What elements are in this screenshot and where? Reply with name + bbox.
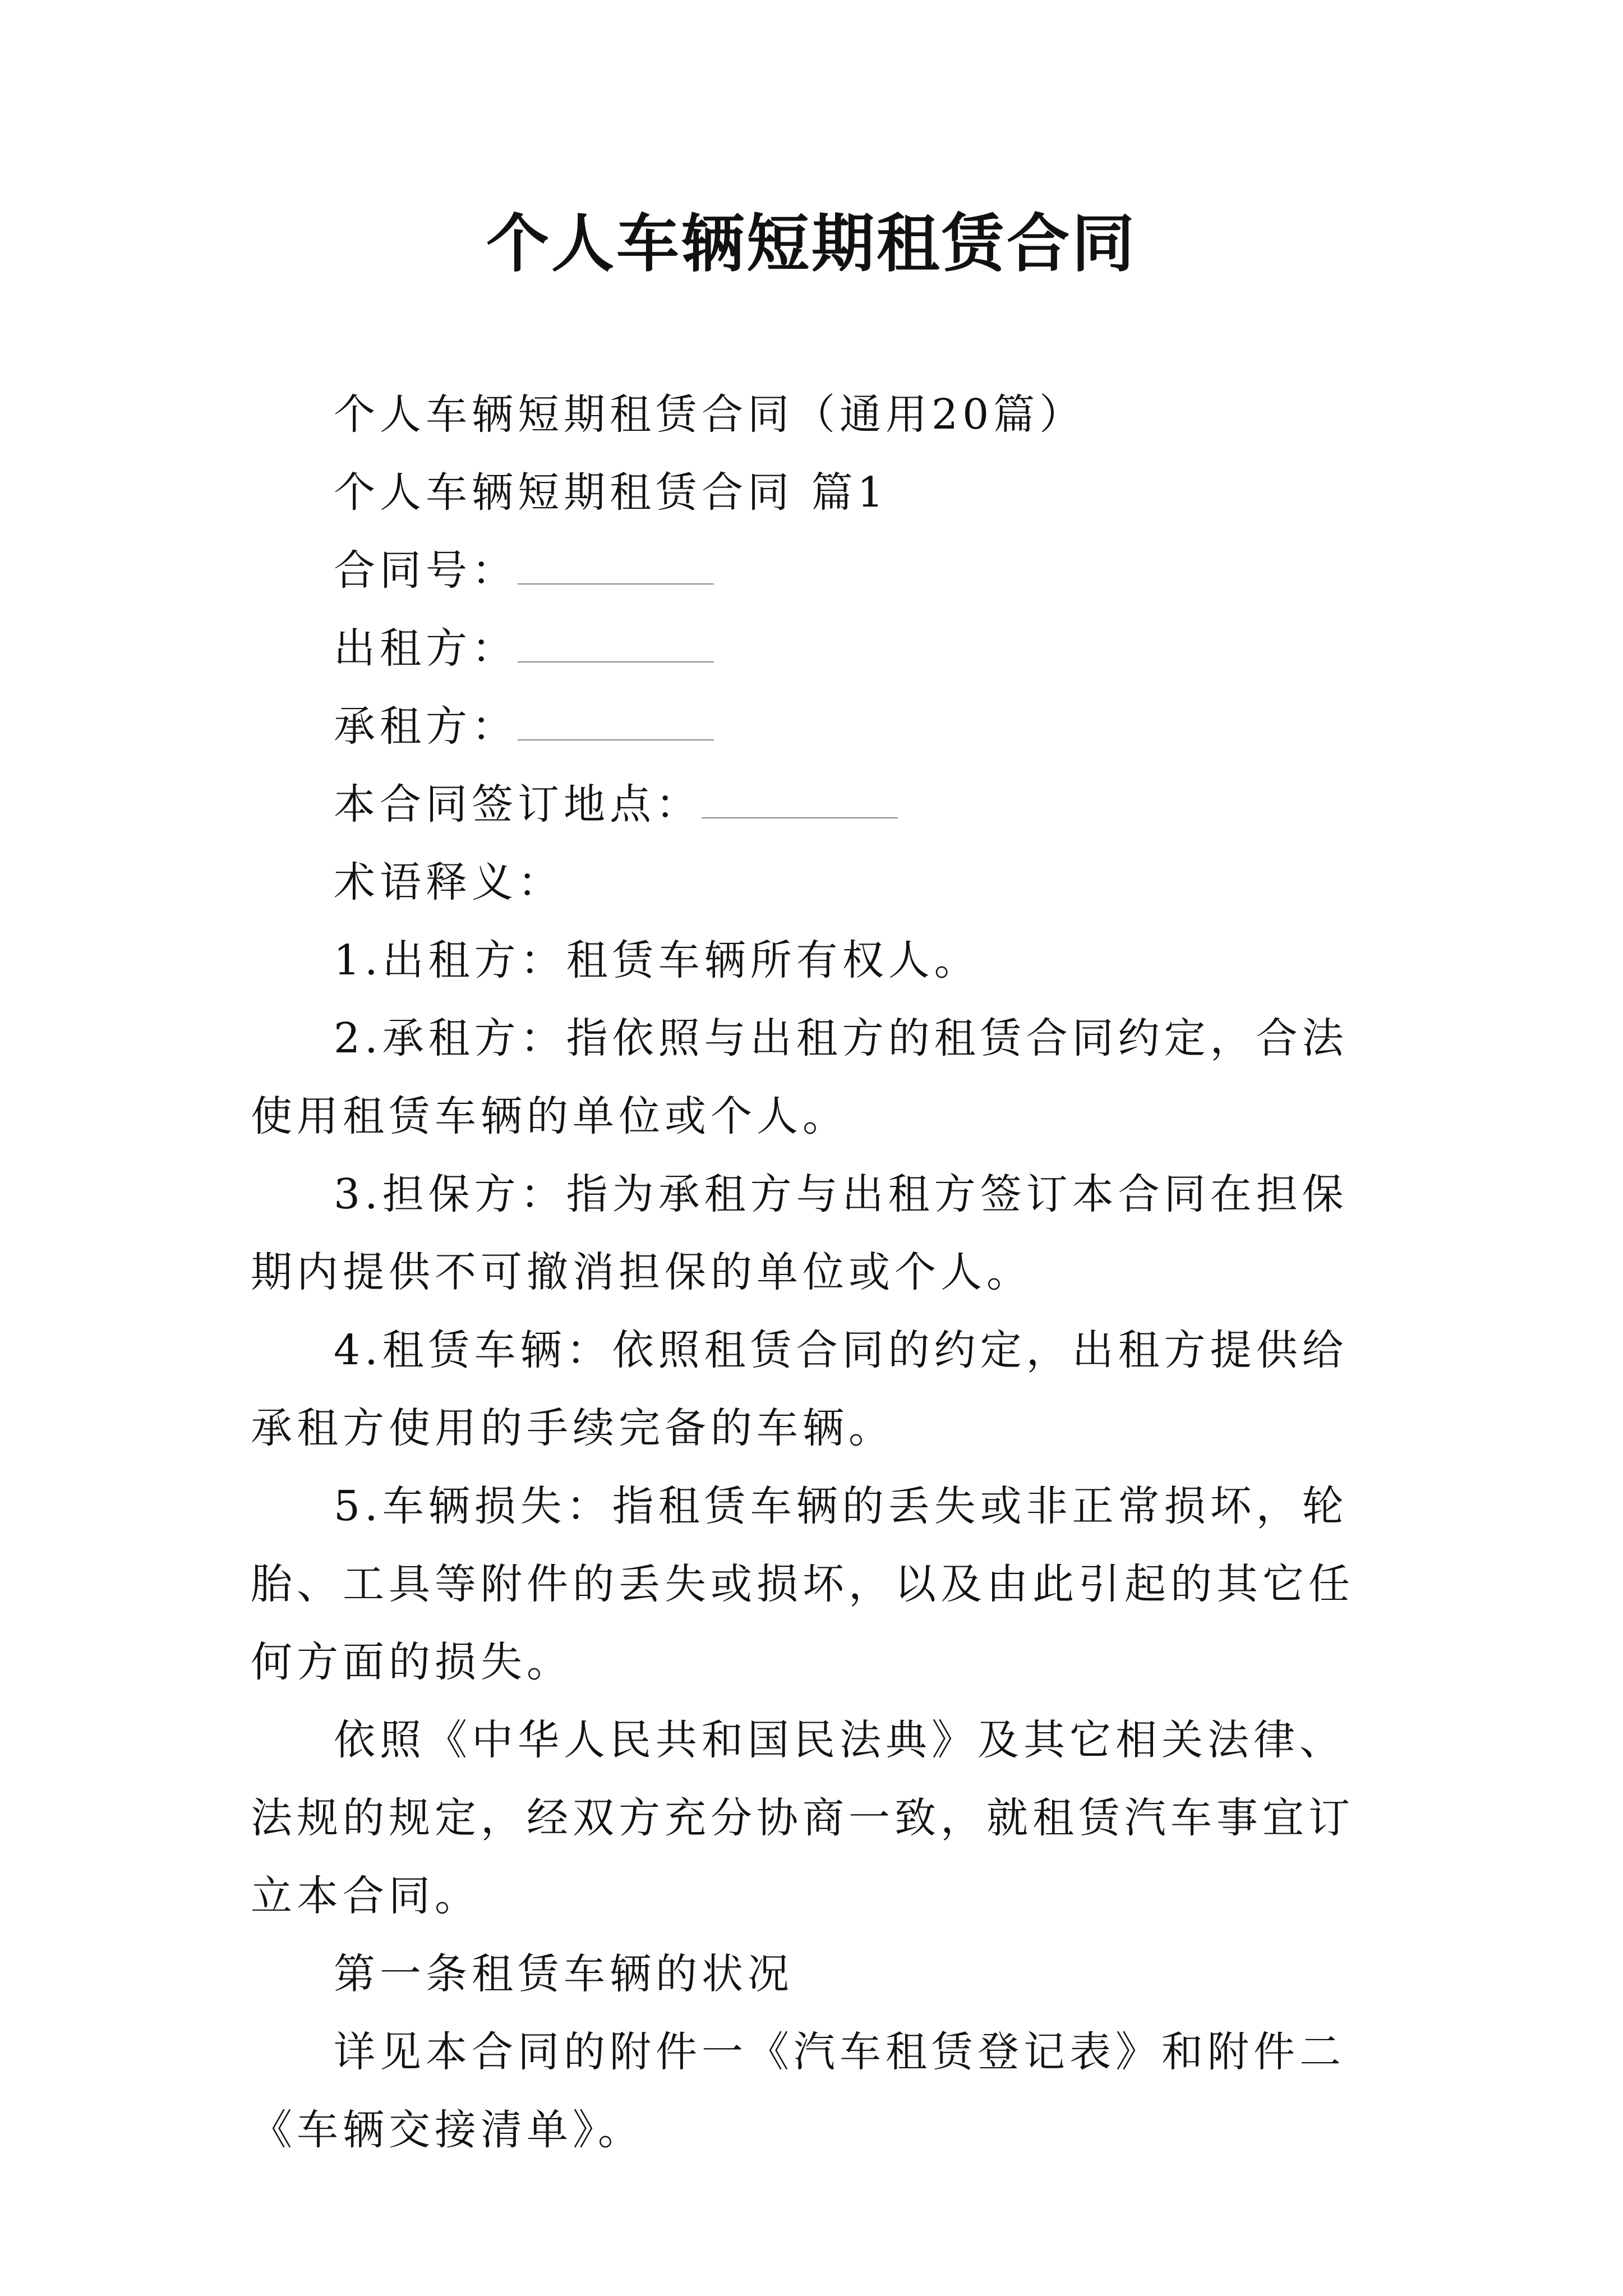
- term-item: 2.承租方：指依照与出租方的租赁合同约定，合法使用租赁车辆的单位或个人。: [251, 1014, 1348, 1140]
- subtitle-paragraph: 个人车辆短期租赁合同（通用20篇）: [334, 390, 1086, 439]
- article-1-heading: 第一条租赁车辆的状况: [334, 1950, 794, 1998]
- blank-line: [702, 774, 898, 818]
- blank-line: [518, 618, 714, 662]
- field-contract-number: [251, 532, 1372, 610]
- article-1-text: 详见本合同的附件一《汽车租赁登记表》和附件二《车辆交接清单》。: [251, 2028, 1345, 2154]
- section-heading: 个人车辆短期租赁合同 篇1: [334, 468, 888, 517]
- term-item: 4.租赁车辆：依照租赁合同的约定，出租方提供给承租方使用的手续完备的车辆。: [251, 1326, 1348, 1452]
- field-label: 合同号：: [334, 546, 518, 595]
- field-label: 本合同签订地点：: [334, 780, 702, 829]
- field-lessee: [251, 688, 1372, 766]
- blank-line: [518, 540, 714, 585]
- blank-line: [518, 696, 714, 740]
- term-item: 5.车辆损失：指租赁车辆的丢失或非正常损坏，轮胎、工具等附件的丢失或损坏，以及由此引起的其它任何方面的损失。: [251, 1482, 1354, 1686]
- field-lessor: [251, 610, 1372, 688]
- term-item: 1.出租方：租赁车辆所有权人。: [334, 936, 980, 984]
- document-title: 个人车辆短期租赁合同: [486, 207, 1137, 280]
- field-label: 承租方：: [334, 702, 518, 751]
- field-signing-place: [251, 766, 1372, 844]
- legal-basis-paragraph: 依照《中华人民共和国民法典》及其它相关法律、法规的规定，经双方充分协商一致，就租赁汽车事宜订立本合同。: [251, 1716, 1354, 1920]
- document-body: [251, 376, 1372, 2169]
- term-item: 3.担保方：指为承租方与出租方签订本合同在担保期内提供不可撤消担保的单位或个人。: [251, 1170, 1348, 1296]
- field-label: 出租方：: [334, 624, 518, 673]
- terms-heading: 术语释义：: [334, 858, 564, 907]
